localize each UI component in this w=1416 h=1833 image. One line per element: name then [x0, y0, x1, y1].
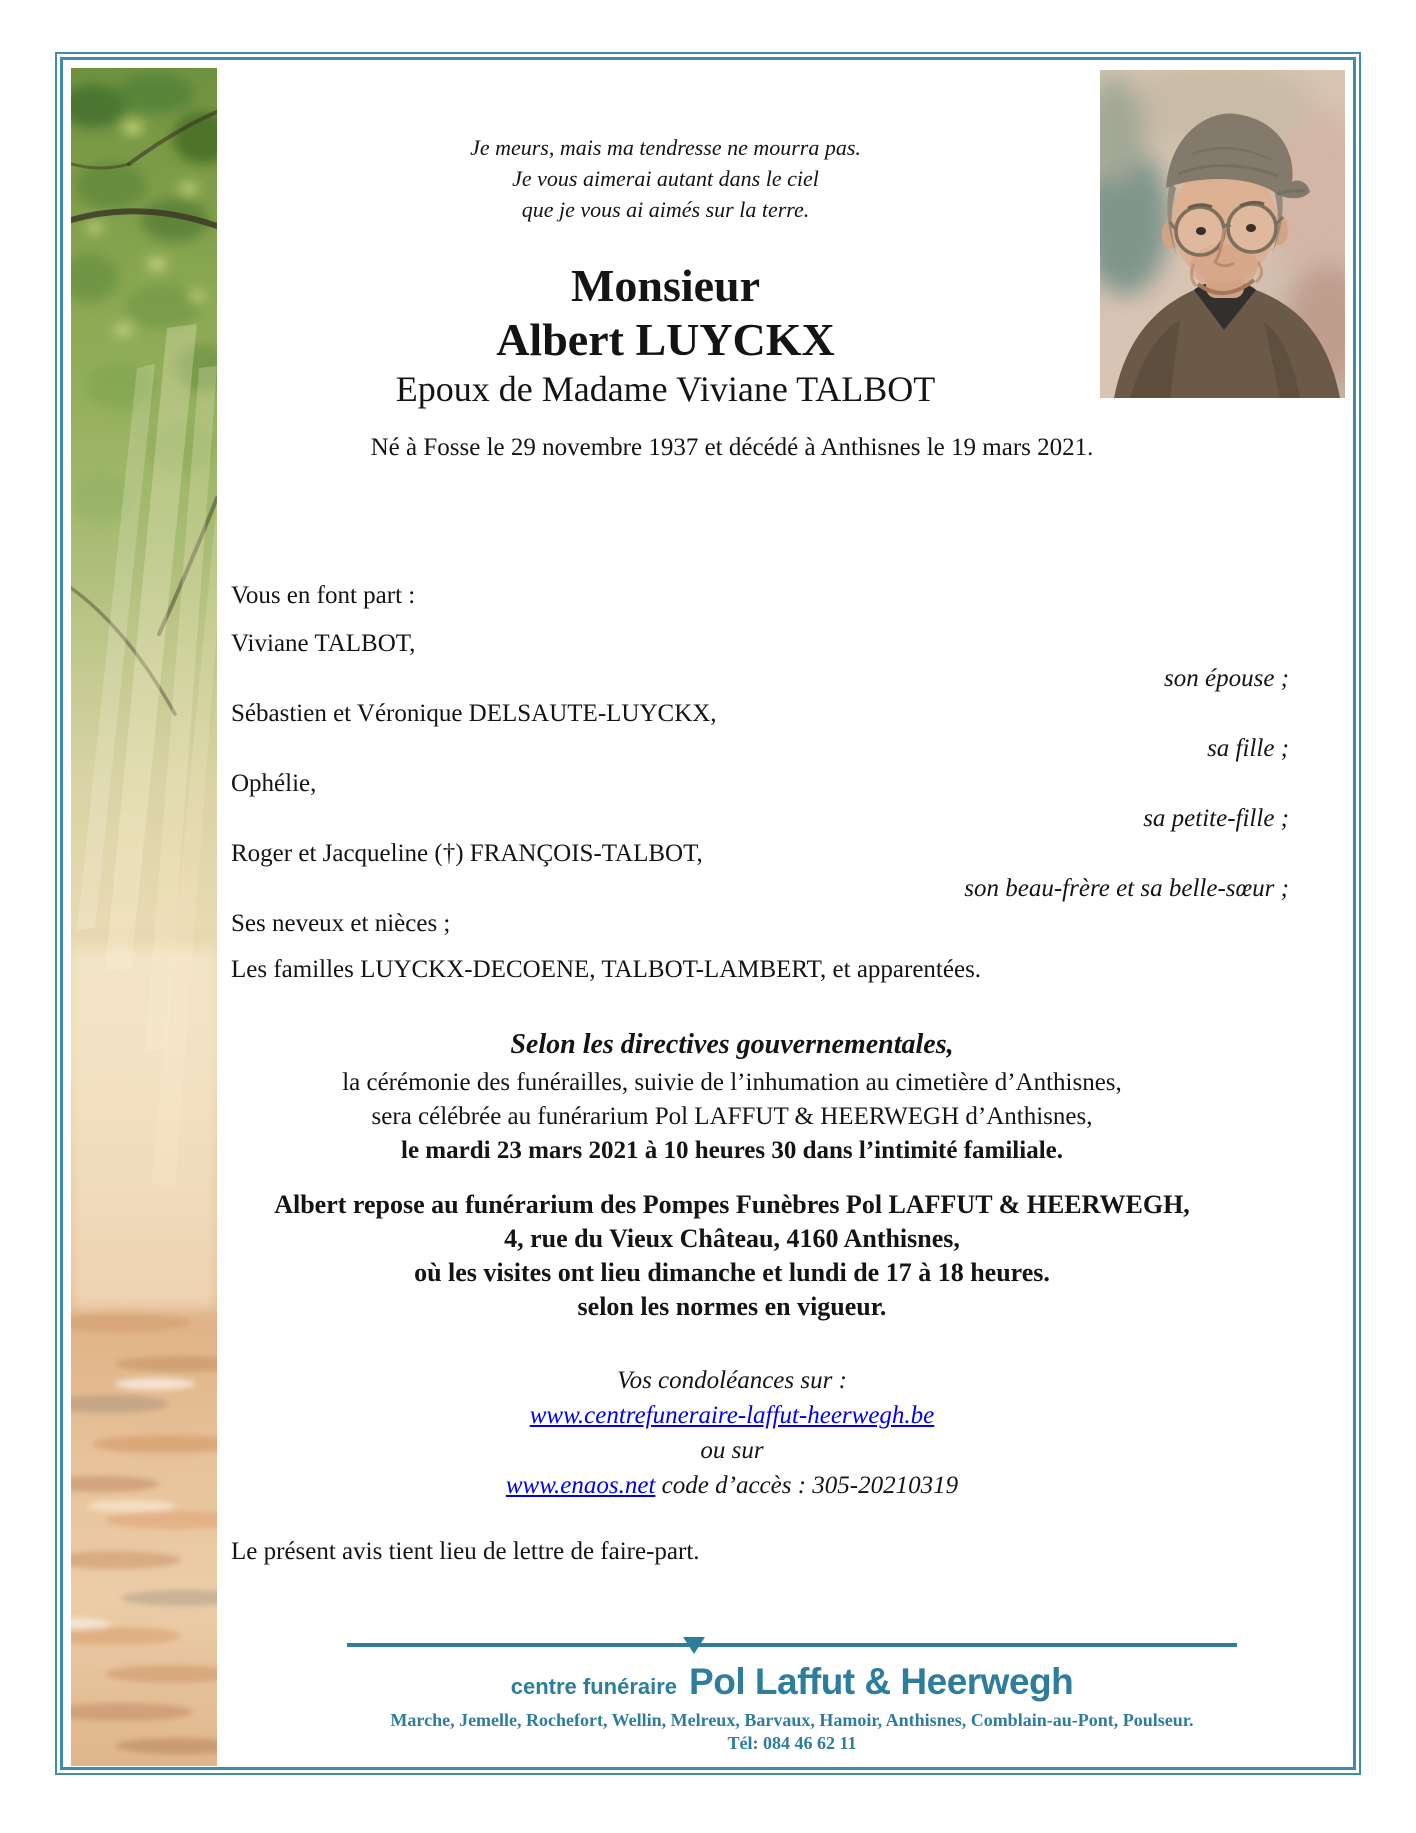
quote-line: Je vous aimerai autant dans le ciel [512, 166, 819, 191]
nephews-line: Ses neveux et nièces ; [231, 910, 451, 937]
announcement-page [55, 52, 1361, 1775]
page-inner-border [60, 57, 1356, 1770]
portrait-illustration [1100, 70, 1345, 398]
repose-line: 4, rue du Vieux Château, 4160 Anthisnes, [504, 1224, 960, 1253]
condolences-or: ou sur [700, 1437, 764, 1464]
relative-relation: son beau-frère et sa belle-sœur ; [964, 875, 1289, 902]
forest-path-photo [71, 68, 217, 1763]
repose-line: selon les normes en vigueur. [577, 1292, 887, 1321]
ceremony-section [231, 1028, 1233, 1168]
relative-relation: sa fille ; [1207, 735, 1289, 762]
quote-line: Je meurs, mais ma tendresse ne mourra pas. [470, 135, 861, 160]
relative-relation: son épouse ; [1164, 665, 1289, 692]
forest-path-illustration [71, 68, 217, 1766]
footer-locations: Marche, Jemelle, Rochefort, Wellin, Melreux, Barvaux, Hamoir, Anthisnes, Comblain-au-Pont, Poulseur. [390, 1710, 1194, 1730]
repose-line: où les visites ont lieu dimanche et lundi de 17 à 18 heures. [414, 1258, 1050, 1287]
header-row [231, 68, 1353, 411]
brand-small-label: centre funéraire [510, 1674, 678, 1699]
relatives-section [231, 583, 1289, 983]
announcement-intro: Vous en font part : [231, 582, 416, 609]
brand-large-label: Pol Laffut & Heerwegh [689, 1661, 1074, 1702]
portrait-photo [1100, 70, 1345, 398]
footer-divider [347, 1643, 1237, 1647]
condolences-intro: Vos condoléances sur : [617, 1367, 847, 1394]
repose-line: Albert repose au funérarium des Pompes Funèbres Pol LAFFUT & HEERWEGH, [274, 1190, 1190, 1219]
memorial-quote [231, 132, 1100, 225]
condolences-section [231, 1363, 1233, 1503]
relative-names: Ophélie, [231, 770, 317, 797]
footer-phone: Tél: 084 46 62 11 [727, 1733, 857, 1753]
relative-relation: sa petite-fille ; [1143, 805, 1289, 832]
brand-large-wrap [689, 1661, 1073, 1703]
ceremony-line: la cérémonie des funérailles, suivie de l’inhumation au cimetière d’Anthisnes, [342, 1069, 1122, 1096]
deceased-civility: Monsieur [570, 260, 761, 311]
relative-names: Roger et Jacqueline (†) FRANÇOIS-TALBOT, [231, 840, 703, 867]
brand-triangle-icon [683, 1637, 705, 1654]
announcement-content [217, 60, 1353, 1767]
condolences-link-2[interactable]: www.enaos.net [505, 1472, 656, 1499]
funeral-home-footer [231, 1643, 1353, 1754]
spouse-line: Epoux de Madame Viviane TALBOT [395, 369, 936, 409]
closing-line: Le présent avis tient lieu de lettre de faire-part. [231, 1538, 700, 1565]
life-dates: Né à Fosse le 29 novembre 1937 et décédé à Anthisnes le 19 mars 2021. [370, 434, 1094, 461]
header-text-column [231, 68, 1100, 411]
deceased-title-block [231, 259, 1100, 411]
ceremony-heading: Selon les directives gouvernementales, [510, 1029, 954, 1060]
families-line: Les familles LUYCKX-DECOENE, TALBOT-LAMBERT, et apparentées. [231, 956, 982, 983]
relative-names: Sébastien et Véronique DELSAUTE-LUYCKX, [231, 700, 717, 727]
ceremony-line: sera célébrée au funérarium Pol LAFFUT & HEERWEGH d’Anthisnes, [371, 1103, 1093, 1130]
relative-names: Viviane TALBOT, [231, 630, 416, 657]
quote-line: que je vous ai aimés sur la terre. [521, 197, 810, 222]
repose-section [231, 1188, 1233, 1324]
deceased-name: Albert LUYCKX [496, 314, 835, 365]
funeral-home-brand [231, 1661, 1353, 1703]
condolences-link-1[interactable]: www.centrefuneraire-laffut-heerwegh.be [529, 1402, 935, 1429]
ceremony-date-line: le mardi 23 mars 2021 à 10 heures 30 dans l’intimité familiale. [401, 1137, 1063, 1164]
access-code: code d’accès : 305-20210319 [655, 1472, 959, 1499]
